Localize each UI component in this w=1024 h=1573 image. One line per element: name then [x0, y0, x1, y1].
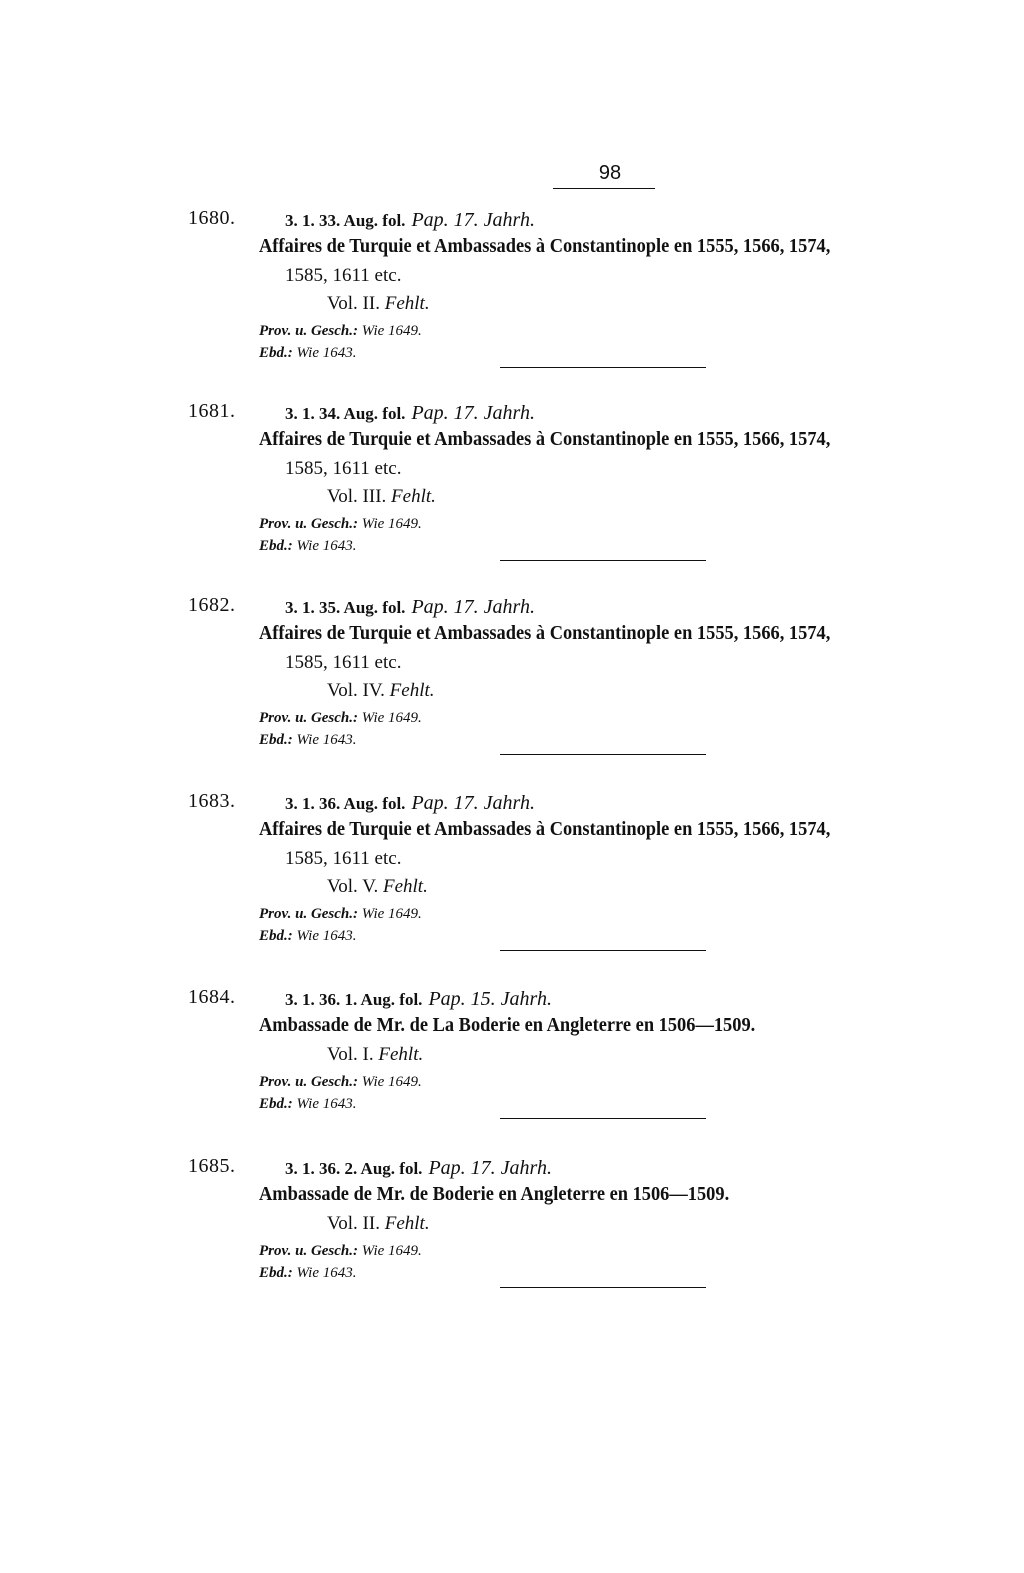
- page-number-rule: [553, 188, 655, 189]
- entry-number: 1683.: [188, 790, 236, 812]
- signature-text: 3. 1. 36. Aug. fol.: [285, 794, 406, 813]
- entry-material: Pap. 17. Jahrh.: [411, 402, 535, 424]
- page-number: 98: [598, 162, 622, 184]
- entry-signature: [285, 792, 535, 815]
- binding-value: Wie 1643.: [296, 732, 357, 748]
- binding-label: Ebd.:: [259, 1096, 293, 1112]
- entry-title-continuation: 1585, 1611 etc.: [285, 848, 402, 869]
- entry-material: Pap. 15. Jahrh.: [428, 988, 552, 1010]
- volume-text: Vol. II.: [327, 293, 380, 314]
- binding-label: Ebd.:: [259, 732, 293, 748]
- provenance-label: Prov. u. Gesch.:: [259, 516, 359, 532]
- entry-material: Pap. 17. Jahrh.: [411, 596, 535, 618]
- provenance-label: Prov. u. Gesch.:: [259, 323, 359, 339]
- volume-status: Fehlt.: [378, 1044, 424, 1065]
- entry-title: Affaires de Turquie et Ambassades à Constantinople en 1555, 1566, 1574,: [259, 428, 831, 450]
- volume-status: Fehlt.: [384, 1213, 430, 1234]
- provenance-value: Wie 1649.: [361, 1243, 422, 1259]
- entry-provenance: [259, 710, 422, 727]
- provenance-value: Wie 1649.: [361, 1074, 422, 1090]
- provenance-label: Prov. u. Gesch.:: [259, 906, 359, 922]
- entry-material: Pap. 17. Jahrh.: [428, 1157, 552, 1179]
- volume-status: Fehlt.: [389, 680, 435, 701]
- provenance-value: Wie 1649.: [361, 710, 422, 726]
- provenance-label: Prov. u. Gesch.:: [259, 1074, 359, 1090]
- entry-material: Pap. 17. Jahrh.: [411, 792, 535, 814]
- entry-separator: [500, 1287, 706, 1288]
- volume-status: Fehlt.: [391, 486, 436, 507]
- provenance-label: Prov. u. Gesch.:: [259, 1243, 359, 1259]
- entry-volume: [327, 1044, 423, 1066]
- entry-number: 1681.: [188, 400, 236, 422]
- entry-separator: [500, 560, 706, 561]
- entry-signature: [285, 402, 535, 425]
- entry-binding: [259, 1265, 357, 1282]
- binding-label: Ebd.:: [259, 538, 293, 554]
- binding-value: Wie 1643.: [296, 928, 357, 944]
- entry-volume: [327, 1213, 430, 1235]
- entry-provenance: [259, 516, 422, 533]
- entry-volume: [327, 486, 436, 508]
- binding-label: Ebd.:: [259, 345, 293, 361]
- volume-status: Fehlt.: [384, 293, 430, 314]
- entry-title: Affaires de Turquie et Ambassades à Constantinople en 1555, 1566, 1574,: [259, 818, 831, 840]
- entry-number: 1682.: [188, 594, 236, 616]
- entry-volume: [327, 293, 430, 315]
- entry-title: Affaires de Turquie et Ambassades à Constantinople en 1555, 1566, 1574,: [259, 235, 831, 257]
- entry-signature: [285, 209, 535, 232]
- entry-provenance: [259, 323, 422, 340]
- entry-signature: [285, 596, 535, 619]
- entry-binding: [259, 538, 357, 555]
- entry-provenance: [259, 1074, 422, 1091]
- entry-signature: [285, 1157, 552, 1180]
- provenance-value: Wie 1649.: [361, 516, 422, 532]
- entry-volume: [327, 680, 435, 702]
- entry-title-continuation: 1585, 1611 etc.: [285, 458, 402, 479]
- provenance-label: Prov. u. Gesch.:: [259, 710, 359, 726]
- entry-provenance: [259, 1243, 422, 1260]
- entry-binding: [259, 928, 357, 945]
- entry-binding: [259, 732, 357, 749]
- signature-text: 3. 1. 35. Aug. fol.: [285, 598, 406, 617]
- signature-text: 3. 1. 34. Aug. fol.: [285, 404, 406, 423]
- entry-number: 1685.: [188, 1155, 236, 1177]
- provenance-value: Wie 1649.: [361, 323, 422, 339]
- binding-value: Wie 1643.: [296, 1265, 357, 1281]
- volume-text: Vol. IV.: [327, 680, 385, 701]
- binding-value: Wie 1643.: [296, 1096, 357, 1112]
- entry-separator: [500, 754, 706, 755]
- entry-provenance: [259, 906, 422, 923]
- binding-label: Ebd.:: [259, 1265, 293, 1281]
- entry-title: Affaires de Turquie et Ambassades à Constantinople en 1555, 1566, 1574,: [259, 622, 831, 644]
- entry-title: Ambassade de Mr. de La Boderie en Angleterre en 1506—1509.: [259, 1014, 756, 1036]
- binding-value: Wie 1643.: [296, 538, 357, 554]
- entry-binding: [259, 1096, 357, 1113]
- entry-title: Ambassade de Mr. de Boderie en Angleterre en 1506—1509.: [259, 1183, 730, 1205]
- entry-separator: [500, 367, 706, 368]
- entry-title-continuation: 1585, 1611 etc.: [285, 652, 402, 673]
- volume-text: Vol. II.: [327, 1213, 380, 1234]
- entry-signature: [285, 988, 552, 1011]
- entry-title-continuation: 1585, 1611 etc.: [285, 265, 402, 286]
- volume-text: Vol. III.: [327, 486, 387, 507]
- entry-separator: [500, 1118, 706, 1119]
- volume-text: Vol. V.: [327, 876, 379, 897]
- entry-material: Pap. 17. Jahrh.: [411, 209, 535, 231]
- provenance-value: Wie 1649.: [361, 906, 422, 922]
- signature-text: 3. 1. 36. 2. Aug. fol.: [285, 1159, 423, 1178]
- entry-number: 1680.: [188, 207, 236, 229]
- signature-text: 3. 1. 33. Aug. fol.: [285, 211, 406, 230]
- volume-text: Vol. I.: [327, 1044, 374, 1065]
- entry-number: 1684.: [188, 986, 236, 1008]
- signature-text: 3. 1. 36. 1. Aug. fol.: [285, 990, 423, 1009]
- entry-binding: [259, 345, 357, 362]
- entry-separator: [500, 950, 706, 951]
- binding-value: Wie 1643.: [296, 345, 357, 361]
- entry-volume: [327, 876, 428, 898]
- binding-label: Ebd.:: [259, 928, 293, 944]
- volume-status: Fehlt.: [382, 876, 428, 897]
